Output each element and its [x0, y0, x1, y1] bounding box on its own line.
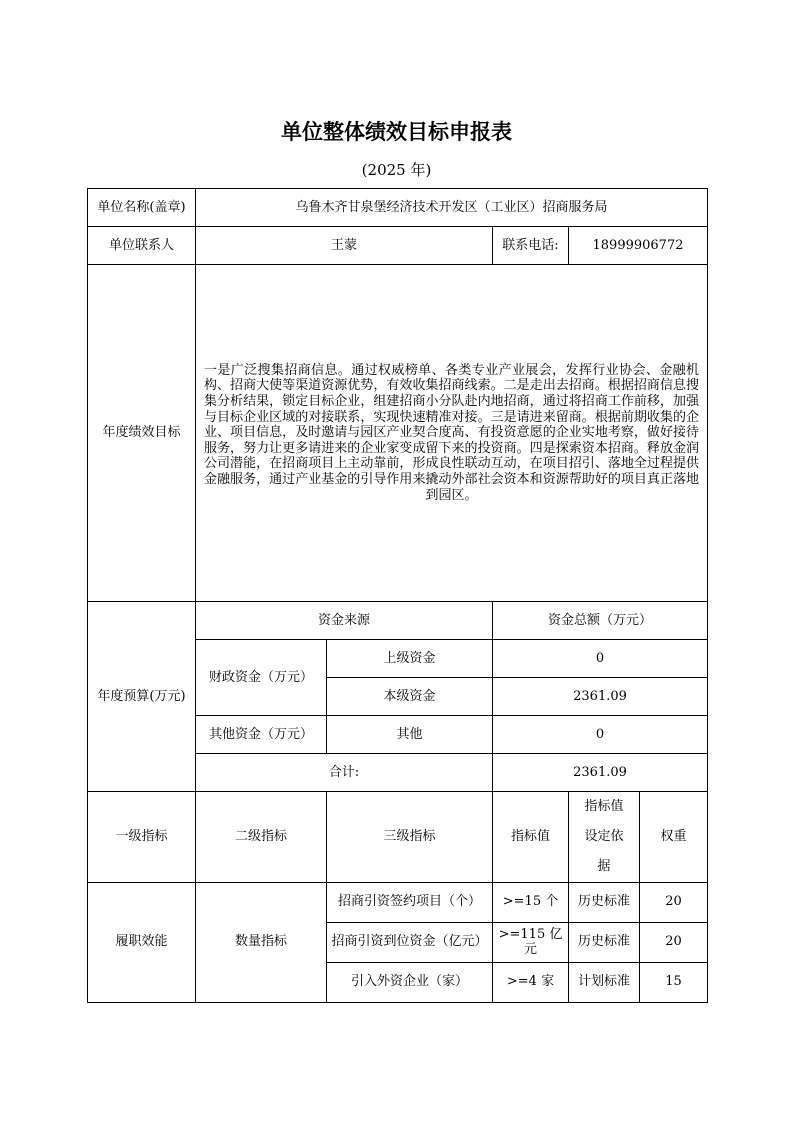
level2-header: 二级指标 [196, 792, 327, 883]
indicator-weight: 15 [640, 962, 708, 1002]
other-funds-value: 0 [493, 716, 708, 754]
amount-header: 资金总额（万元） [493, 602, 708, 640]
weight-header: 权重 [640, 792, 708, 883]
level2-value: 数量指标 [196, 882, 327, 1002]
upper-funds-label: 上级资金 [327, 640, 493, 678]
indicator-value: >=4 家 [493, 962, 569, 1002]
local-funds-value: 2361.09 [493, 678, 708, 716]
unit-name-row [88, 189, 708, 227]
goal-text: 一是广泛搜集招商信息。通过权威榜单、各类专业产业展会，发挥行业协会、金融机构、招商大使等渠道资源优势，有效收集招商线索。二是走出去招商。根据招商信息搜集分析结果，锁定目标企业，组建招商小分队赴内地招商，通过将招商工作前移，加强与目标企业区域的对接联系，实现快速精准对接。三是请进来留商。根据前期收集的企业、项目信息，及时邀请与园区产业契合度高、有投资意愿的企业实地考察，做好接待服务，努力让更多请进来的企业家变成留下来的投资商。四是探索资本招商。释放金润公司潜能，在招商项目上主动靠前，形成良性联动互动，在项目招引、落地全过程提供金融服务，通过产业基金的引导作用来撬动外部社会资本和资源帮助好的项目真正落地到园区。 [204, 362, 700, 503]
fiscal-funds-label: 财政资金（万元） [196, 640, 327, 716]
budget-header-row [88, 602, 708, 640]
indicator-value: >=115 亿元 [493, 922, 569, 962]
phone-value: 18999906772 [569, 227, 708, 265]
indicator-row [88, 882, 708, 922]
indicator-basis: 计划标准 [569, 962, 640, 1002]
unit-name-value: 乌鲁木齐甘泉堡经济技术开发区（工业区）招商服务局 [196, 189, 708, 227]
local-funds-label: 本级资金 [327, 678, 493, 716]
goal-label: 年度绩效目标 [88, 265, 196, 602]
indicator-value: >=15 个 [493, 882, 569, 922]
level1-header: 一级指标 [88, 792, 196, 883]
source-header: 资金来源 [196, 602, 493, 640]
performance-form-table [87, 188, 708, 1003]
contact-label: 单位联系人 [88, 227, 196, 265]
contact-value: 王蒙 [196, 227, 493, 265]
indicator-header-row [88, 792, 708, 883]
goal-row [88, 265, 708, 602]
indicator-basis: 历史标准 [569, 882, 640, 922]
budget-label: 年度预算(万元) [88, 602, 196, 792]
other-funds-label: 其他资金（万元） [196, 716, 327, 754]
other-funds-sub-label: 其他 [327, 716, 493, 754]
goal-text-cell [196, 265, 708, 602]
indicator-basis: 历史标准 [569, 922, 640, 962]
report-year: (2025 年) [361, 161, 432, 179]
total-label: 合计: [196, 754, 493, 792]
upper-funds-value: 0 [493, 640, 708, 678]
level3-header: 三级指标 [327, 792, 493, 883]
level1-value: 履职效能 [88, 882, 196, 1002]
basis-header: 指标值设定依据 [569, 792, 640, 883]
indicator-name: 招商引资签约项目（个） [327, 882, 493, 922]
indicator-name: 招商引资到位资金（亿元） [327, 922, 493, 962]
unit-name-label: 单位名称(盖章) [88, 189, 196, 227]
phone-label: 联系电话: [493, 227, 569, 265]
page-title: 单位整体绩效目标申报表 [281, 120, 512, 144]
value-header: 指标值 [493, 792, 569, 883]
indicator-weight: 20 [640, 882, 708, 922]
total-value: 2361.09 [493, 754, 708, 792]
indicator-name: 引入外资企业（家） [327, 962, 493, 1002]
contact-row [88, 227, 708, 265]
indicator-weight: 20 [640, 922, 708, 962]
